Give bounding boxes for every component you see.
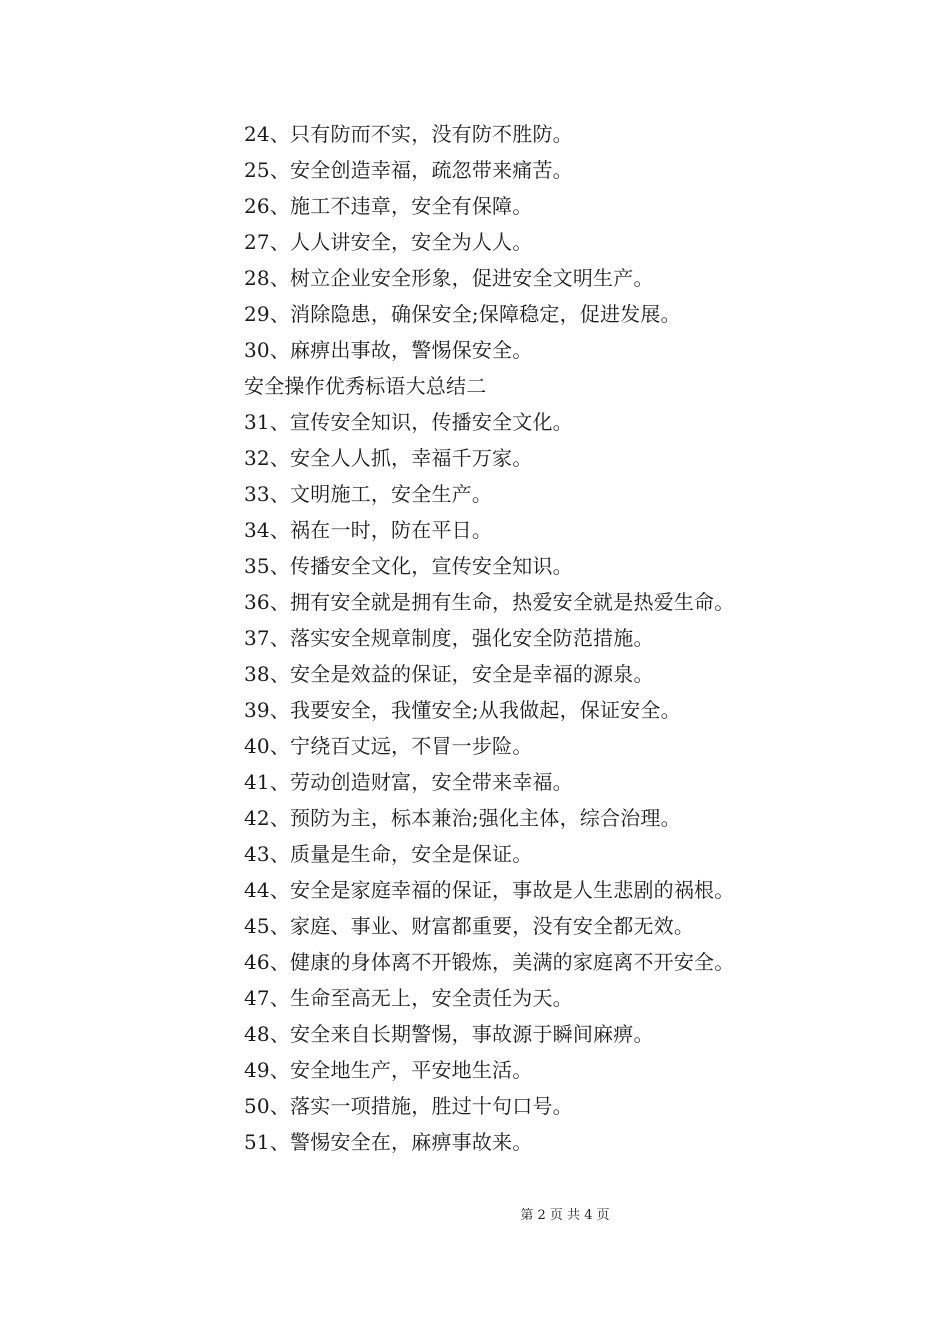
slogan-line: 24、只有防而不实，没有防不胜防。: [244, 122, 573, 146]
slogan-line: 34、祸在一时，防在平日。: [244, 518, 493, 542]
slogan-line: 37、落实安全规章制度，强化安全防范措施。: [244, 626, 654, 650]
slogan-line: 31、宣传安全知识，传播安全文化。: [244, 410, 573, 434]
slogan-line: 33、文明施工，安全生产。: [244, 482, 493, 506]
slogan-line: 35、传播安全文化，宣传安全知识。: [244, 554, 573, 578]
slogan-line: 40、宁绕百丈远，不冒一步险。: [244, 734, 533, 758]
slogan-line: 47、生命至高无上，安全责任为天。: [244, 986, 573, 1010]
slogan-line: 25、安全创造幸福，疏忽带来痛苦。: [244, 158, 573, 182]
slogan-line: 44、安全是家庭幸福的保证，事故是人生悲剧的祸根。: [244, 878, 735, 902]
slogan-line: 46、健康的身体离不开锻炼，美满的家庭离不开安全。: [244, 950, 735, 974]
slogan-line: 28、树立企业安全形象，促进安全文明生产。: [244, 266, 654, 290]
slogan-line: 29、消除隐患，确保安全;保障稳定，促进发展。: [244, 302, 681, 326]
slogan-line: 26、施工不违章，安全有保障。: [244, 194, 533, 218]
slogan-line: 49、安全地生产，平安地生活。: [244, 1058, 533, 1082]
slogan-line: 27、人人讲安全，安全为人人。: [244, 230, 533, 254]
slogan-line: 43、质量是生命，安全是保证。: [244, 842, 533, 866]
slogan-line: 41、劳动创造财富，安全带来幸福。: [244, 770, 573, 794]
section-heading: 安全操作优秀标语大总结二: [244, 374, 487, 398]
slogan-line: 51、警惕安全在，麻痹事故来。: [244, 1130, 533, 1154]
slogan-line: 42、预防为主，标本兼治;强化主体，综合治理。: [244, 806, 681, 830]
slogan-line: 50、落实一项措施，胜过十句口号。: [244, 1094, 573, 1118]
page-number: 第 2 页 共 4 页: [520, 1208, 610, 1223]
slogan-line: 39、我要安全，我懂安全;从我做起，保证安全。: [244, 698, 681, 722]
document-body: [244, 116, 884, 1160]
slogan-line: 38、安全是效益的保证，安全是幸福的源泉。: [244, 662, 654, 686]
slogan-line: 32、安全人人抓，幸福千万家。: [244, 446, 533, 470]
slogan-line: 45、家庭、事业、财富都重要，没有安全都无效。: [244, 914, 695, 938]
slogan-line: 36、拥有安全就是拥有生命，热爱安全就是热爱生命。: [244, 590, 735, 614]
slogan-line: 30、麻痹出事故，警惕保安全。: [244, 338, 533, 362]
slogan-line: 48、安全来自长期警惕，事故源于瞬间麻痹。: [244, 1022, 654, 1046]
